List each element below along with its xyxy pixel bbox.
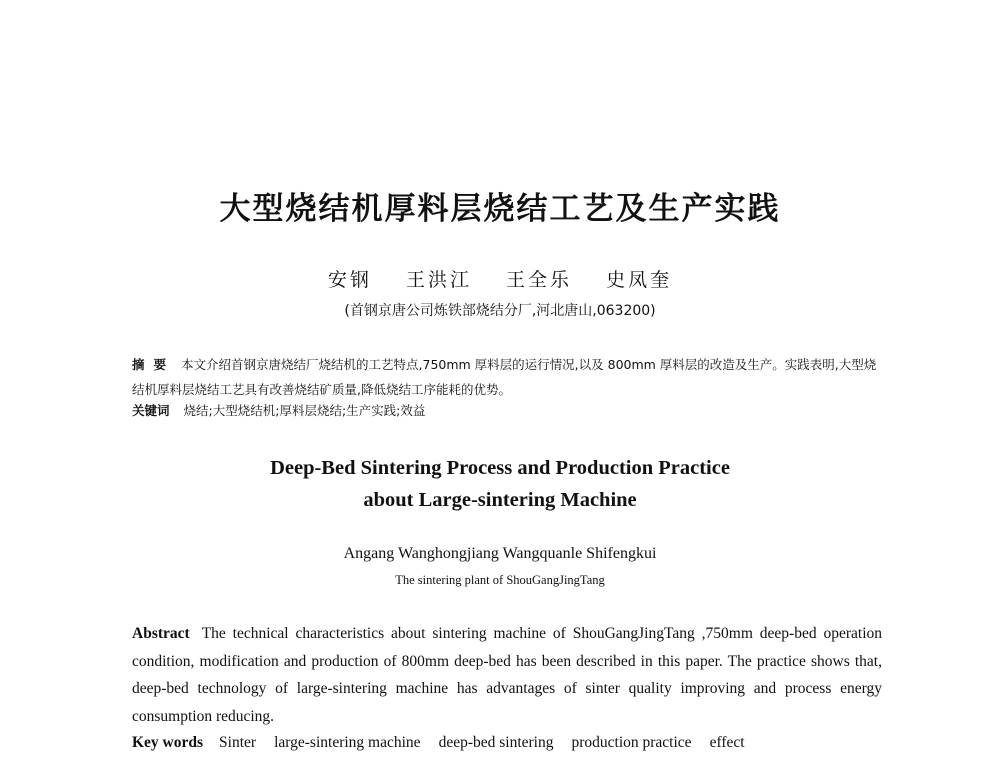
english-authors: Angang Wanghongjiang Wangquanle Shifengkui bbox=[343, 545, 657, 562]
chinese-authors bbox=[0, 265, 1000, 292]
chinese-keywords-text: 烧结;大型烧结机;厚料层烧结;生产实践;效益 bbox=[183, 403, 426, 418]
chinese-keywords bbox=[132, 401, 880, 421]
chinese-author: 史凤奎 bbox=[606, 269, 673, 291]
chinese-title: 大型烧结机厚料层烧结工艺及生产实践 bbox=[219, 191, 781, 227]
chinese-abstract bbox=[132, 352, 880, 402]
chinese-affiliation: (首钢京唐公司炼铁部烧结分厂,河北唐山,063200) bbox=[344, 303, 656, 319]
english-title-line-2: about Large-sintering Machine bbox=[363, 489, 637, 511]
chinese-author: 王全乐 bbox=[506, 269, 573, 291]
english-keywords-label: Key words bbox=[132, 734, 204, 751]
chinese-author: 王洪江 bbox=[405, 269, 472, 291]
english-keyword: Sinter bbox=[219, 734, 257, 751]
english-abstract-text: The technical characteristics about sintering machine of ShouGangJingTang ,750mm deep-bed operation condition, modification and production of 800mm deep-bed has been described in this paper. The practice shows that, deep-bed technology of large-sintering machine has advantages of sinter quality improving and process energy consumption reducing. bbox=[132, 625, 882, 725]
english-keyword: large-sintering machine bbox=[274, 734, 421, 751]
english-title-line-1: Deep-Bed Sintering Process and Production Practice bbox=[270, 457, 730, 479]
chinese-author: 安钢 bbox=[327, 269, 372, 291]
english-keywords bbox=[132, 730, 882, 756]
english-keyword: production practice bbox=[571, 734, 692, 751]
english-title bbox=[0, 452, 1000, 516]
english-abstract bbox=[132, 620, 882, 730]
english-keyword: deep-bed sintering bbox=[438, 734, 554, 751]
chinese-abstract-text: 本文介绍首钢京唐烧结厂烧结机的工艺特点,750mm 厚料层的运行情况,以及 800mm 厚料层的改造及生产。实践表明,大型烧结机厚料层烧结工艺具有改善烧结矿质量,降低烧结工序能耗的优势。 bbox=[132, 357, 877, 397]
chinese-keywords-label: 关键词 bbox=[132, 403, 170, 418]
english-abstract-label: Abstract bbox=[132, 625, 190, 642]
english-keyword: effect bbox=[709, 734, 745, 751]
english-affiliation: The sintering plant of ShouGangJingTang bbox=[395, 573, 605, 587]
chinese-abstract-label: 摘要 bbox=[132, 357, 176, 372]
